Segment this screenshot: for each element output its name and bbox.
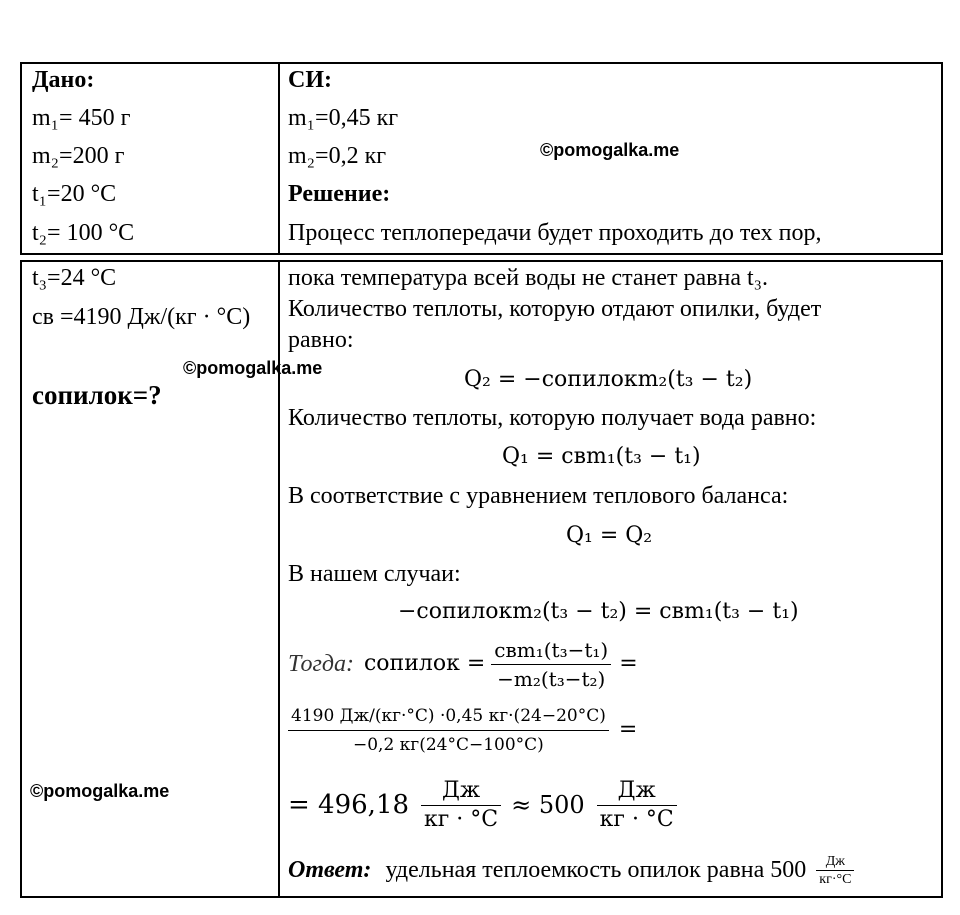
equation-then	[288, 634, 638, 694]
column-divider	[278, 64, 280, 253]
answer-label: Ответ:	[288, 857, 372, 883]
answer-unit-numerator: Дж	[816, 853, 854, 871]
equals-sign: =	[619, 651, 638, 676]
then-fraction	[491, 636, 611, 693]
substitution-denominator: −0,2 кг(24°С−100°С)	[353, 734, 544, 755]
equation-result	[288, 770, 677, 840]
solution-line: пока температура всей воды не станет равна t₃.	[288, 265, 768, 291]
then-fraction-numerator: cвm₁(t₃−t₁)	[491, 636, 611, 665]
equation-our-case: −cопилокm₂(t₃ − t₂) = cвm₁(t₃ − t₁)	[398, 599, 799, 624]
substitution-fraction	[288, 702, 609, 759]
equals-sign: =	[618, 717, 638, 742]
answer-unit	[816, 853, 854, 888]
equation-heat-released: Q₂ = −cопилокm₂(t₃ − t₂)	[464, 367, 753, 392]
solution-line: Количество теплоты, которую отдают опилки, будет	[288, 296, 822, 322]
result-unit-numerator: Дж	[421, 777, 501, 806]
answer-line	[288, 846, 854, 894]
watermark: ©pomogalka.me	[540, 140, 680, 160]
substitution-numerator: 4190 Дж/(кг·°С) ·0,45 кг·(24−20°С)	[288, 702, 609, 731]
answer-text: удельная теплоемкость опилок равна 500	[385, 857, 807, 883]
result-unit-denominator: кг · °С	[424, 806, 499, 832]
given-t1: t₁=20 °C	[32, 181, 117, 207]
then-fraction-denominator: −m₂(t₃−t₂)	[497, 666, 606, 691]
equation-substitution	[288, 700, 637, 760]
si-m2: m₂=0,2 кг	[288, 143, 387, 169]
then-label: Тогда:	[288, 651, 354, 677]
solution-line: В соответствие с уравнением теплового баланса:	[288, 483, 789, 509]
answer-unit-denominator: кг·°С	[819, 871, 852, 887]
solution-line: равно:	[288, 327, 354, 353]
result-value: = 496,18	[288, 790, 410, 820]
equation-heat-received: Q₁ = cвm₁(t₃ − t₁)	[502, 444, 701, 469]
given-t2: t₂= 100 °C	[32, 220, 135, 246]
solution-line: В нашем случаи:	[288, 561, 461, 587]
result-unit	[421, 777, 501, 834]
si-m1: m₁=0,45 кг	[288, 105, 399, 131]
given-specific-heat-water: cв =4190 Дж/(кг · °С)	[32, 304, 251, 330]
solution-line: Количество теплоты, которую получает вода равно:	[288, 405, 817, 431]
equation-heat-balance: Q₁ = Q₂	[566, 523, 653, 548]
given-m1: m₁= 450 г	[32, 105, 131, 131]
si-heading: СИ:	[288, 67, 332, 93]
given-m2: m₂=200 г	[32, 143, 125, 169]
watermark: ©pomogalka.me	[30, 781, 170, 801]
approx-unit-denominator: кг · °С	[599, 806, 674, 832]
approx-value: ≈ 500	[511, 791, 585, 819]
approx-unit	[597, 777, 677, 834]
given-t3: t₃=24 °C	[32, 265, 117, 291]
then-lhs: cопилок =	[363, 651, 486, 676]
given-unknown: cопилок=?	[32, 380, 162, 410]
solution-line: Процесс теплопередачи будет проходить до тех пор,	[288, 220, 822, 246]
solution-heading: Решение:	[288, 181, 391, 207]
approx-unit-numerator: Дж	[597, 777, 677, 806]
watermark: ©pomogalka.me	[183, 358, 323, 378]
given-heading: Дано:	[32, 67, 95, 93]
